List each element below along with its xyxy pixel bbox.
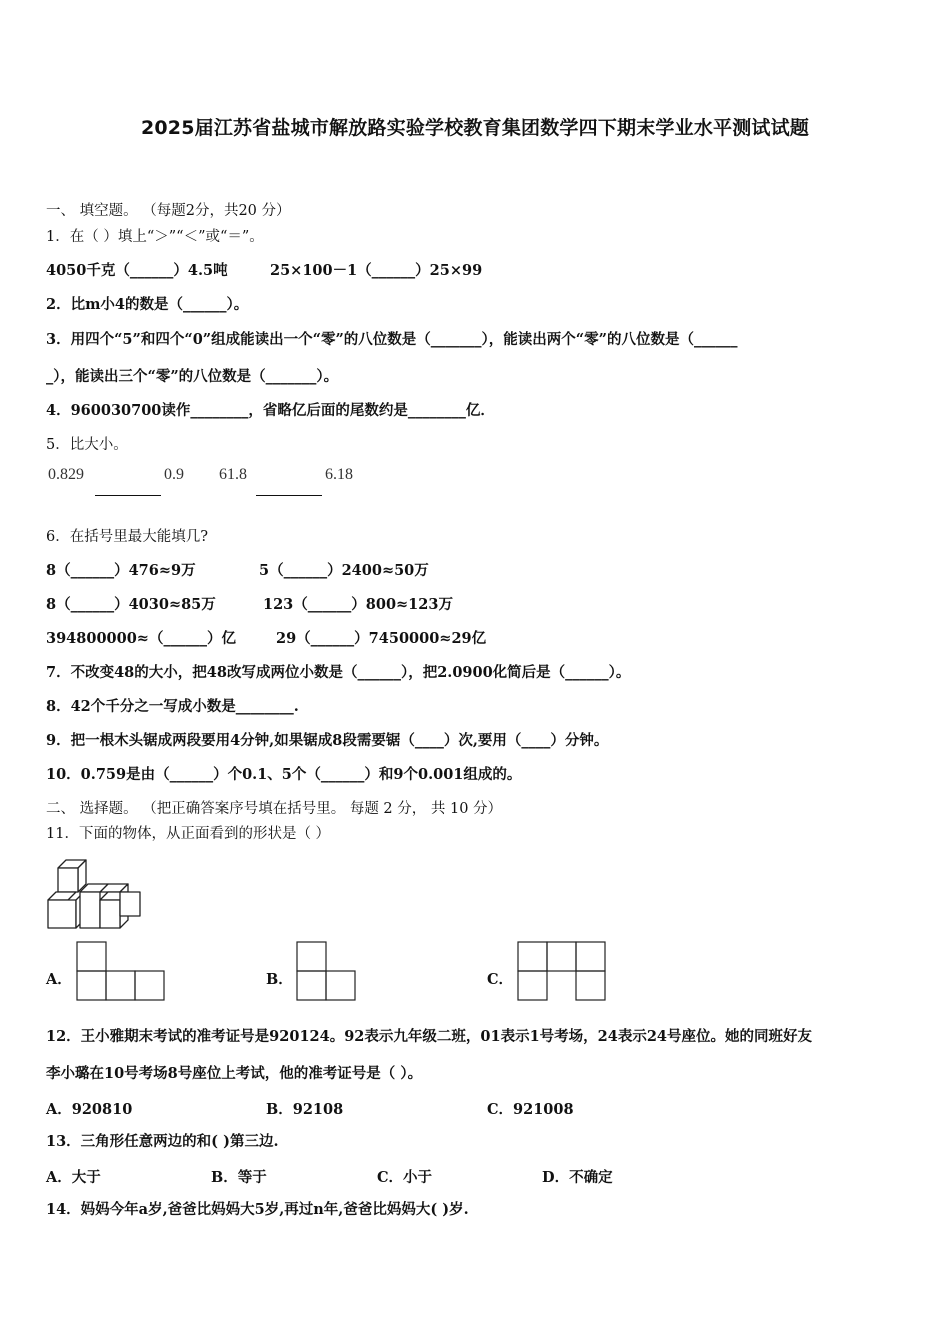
question-6-part-d: 123（______）800≈123万 [263,596,453,613]
option-b-shape [296,941,358,1002]
question-13-option-b: B．等于 [211,1169,267,1186]
question-12-option-a: A．920810 [46,1101,133,1118]
question-1: 1．在（ ）填上“＞”“＜”或“＝”。 [46,229,264,245]
question-1-part-b: 25×100－1（______）25×99 [270,262,483,279]
section-heading-fill-blank: 一、 填空题。 （每题2分，共20 分） [46,203,291,219]
question-10: 10．0.759是由（______）个0.1、5个（______）和9个0.001组成的。 [46,766,522,783]
question-12-line-2: 李小璐在10号考场8号座位上考试，他的准考证号是（ ）。 [46,1065,423,1082]
question-6-part-c: 8（______）4030≈85万 [46,596,216,613]
question-12-option-b: B．92108 [266,1101,344,1118]
question-6: 6．在括号里最大能填几? [46,529,208,545]
question-13-option-a: A．大于 [46,1169,101,1186]
answer-blank [95,495,161,496]
option-b-label: B． [266,971,293,988]
question-12-option-c: C．921008 [487,1101,574,1118]
question-6-part-b: 5（______）2400≈50万 [259,562,429,579]
option-c-shape [517,941,608,1002]
question-3-line-1: 3．用四个“5”和四个“0”组成能读出一个“零”的八位数是（_______），能读出两个“零”的八位数是（______ [46,331,738,348]
question-3-line-2: _），能读出三个“零”的八位数是（_______）。 [46,368,339,385]
question-7: 7．不改变48的大小，把48改写成两位小数是（______），把2.0900化简后是（______）。 [46,664,631,681]
question-6-part-a: 8（______）476≈9万 [46,562,196,579]
compare-value: 6.18 [325,466,353,483]
option-a-label: A． [46,971,72,988]
option-c-label: C． [487,971,514,988]
question-2: 2．比m小4的数是（______）。 [46,296,249,313]
compare-value: 0.829 [48,466,84,483]
question-6-part-e: 394800000≈（______）亿 [46,630,236,647]
compare-value: 0.9 [164,466,184,483]
section-heading-multiple-choice: 二、 选择题。 （把正确答案序号填在括号里。 每题 2 分， 共 10 分） [46,801,503,817]
question-8: 8．42个千分之一写成小数是________. [46,698,299,715]
question-5: 5．比大小。 [46,437,128,453]
question-13-option-d: D．不确定 [542,1169,613,1186]
option-a-shape [76,941,166,1002]
question-13: 13．三角形任意两边的和( )第三边. [46,1133,279,1150]
question-11: 11．下面的物体，从正面看到的形状是（ ） [46,826,331,842]
cube-stack-figure [44,856,146,932]
question-14: 14．妈妈今年a岁,爸爸比妈妈大5岁,再过n年,爸爸比妈妈大( )岁. [46,1201,469,1218]
question-6-part-f: 29（______）7450000≈29亿 [276,630,487,647]
question-1-part-a: 4050千克（______）4.5吨 [46,262,228,279]
compare-value: 61.8 [219,466,247,483]
answer-blank [256,495,322,496]
question-13-option-c: C．小于 [377,1169,433,1186]
page-title: 2025届江苏省盐城市解放路实验学校教育集团数学四下期末学业水平测试试题 [140,117,810,139]
question-12-line-1: 12．王小雅期末考试的准考证号是920124。92表示九年级二班，01表示1号考场，24表示24号座位。她的同班好友 [46,1028,813,1045]
question-4: 4．960030700读作________，省略亿后面的尾数约是________亿． [46,402,495,419]
question-9: 9．把一根木头锯成两段要用4分钟,如果锯成8段需要锯（____）次,要用（____）分钟。 [46,732,609,749]
